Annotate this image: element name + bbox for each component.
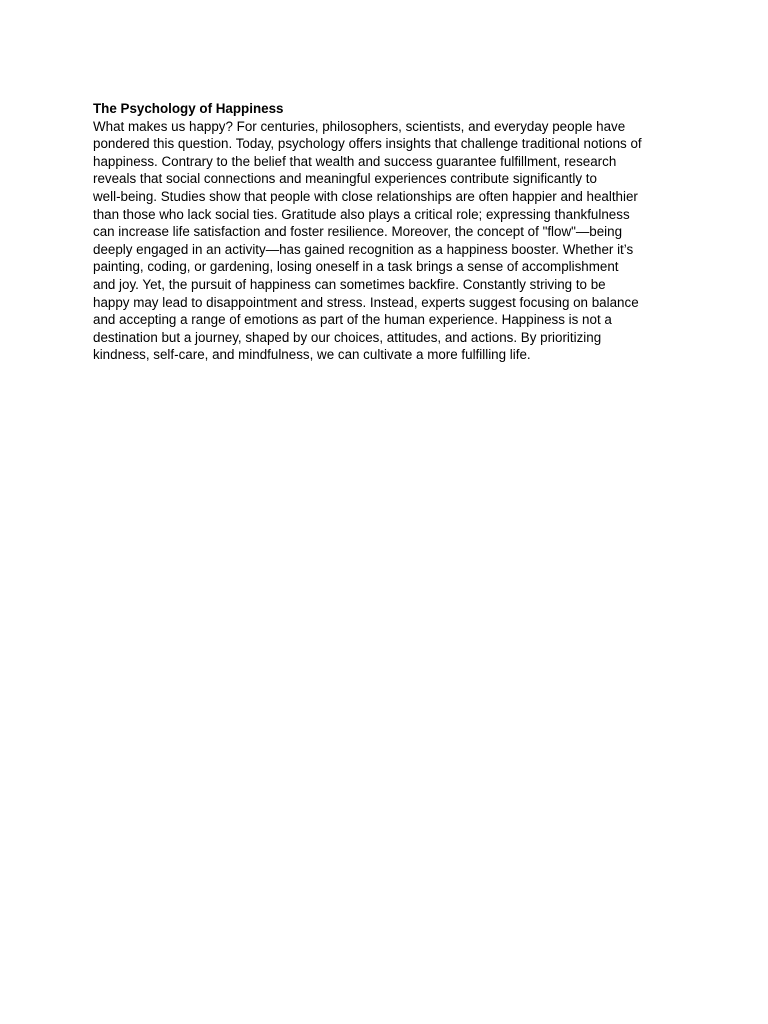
body-line-12: and accepting a range of emotions as part of the human experience. Happiness is not a <box>93 312 612 328</box>
body-line-13: destination but a journey, shaped by our choices, attitudes, and actions. By prioritizing <box>93 329 602 345</box>
body-line-2: pondered this question. Today, psychology offers insights that challenge traditional notions of <box>93 136 642 152</box>
body-line-10: and joy. Yet, the pursuit of happiness can sometimes backfire. Constantly striving to be <box>93 276 606 292</box>
body-line-4: reveals that social connections and meaningful experiences contribute significantly to <box>93 171 597 187</box>
body-line-8: deeply engaged in an activity—has gained recognition as a happiness booster. Whether it’s <box>93 241 634 257</box>
body-line-9: painting, coding, or gardening, losing oneself in a task brings a sense of accomplishment <box>93 259 619 275</box>
body-line-1: What makes us happy? For centuries, philosophers, scientists, and everyday people have <box>93 118 626 134</box>
body-line-14: kindness, self-care, and mindfulness, we can cultivate a more fulfilling life. <box>93 347 531 363</box>
body-paragraph <box>93 118 677 364</box>
body-line-5: well-being. Studies show that people with close relationships are often happier and healthier <box>93 188 638 204</box>
body-line-11: happy may lead to disappointment and stress. Instead, experts suggest focusing on balance <box>93 294 639 310</box>
document-content <box>93 100 677 364</box>
body-line-7: can increase life satisfaction and foster resilience. Moreover, the concept of "flow"—being <box>93 224 623 240</box>
body-line-3: happiness. Contrary to the belief that wealth and success guarantee fulfillment, research <box>93 153 617 169</box>
body-line-6: than those who lack social ties. Gratitude also plays a critical role; expressing thankfulness <box>93 206 630 222</box>
document-title: The Psychology of Happiness <box>93 101 284 116</box>
